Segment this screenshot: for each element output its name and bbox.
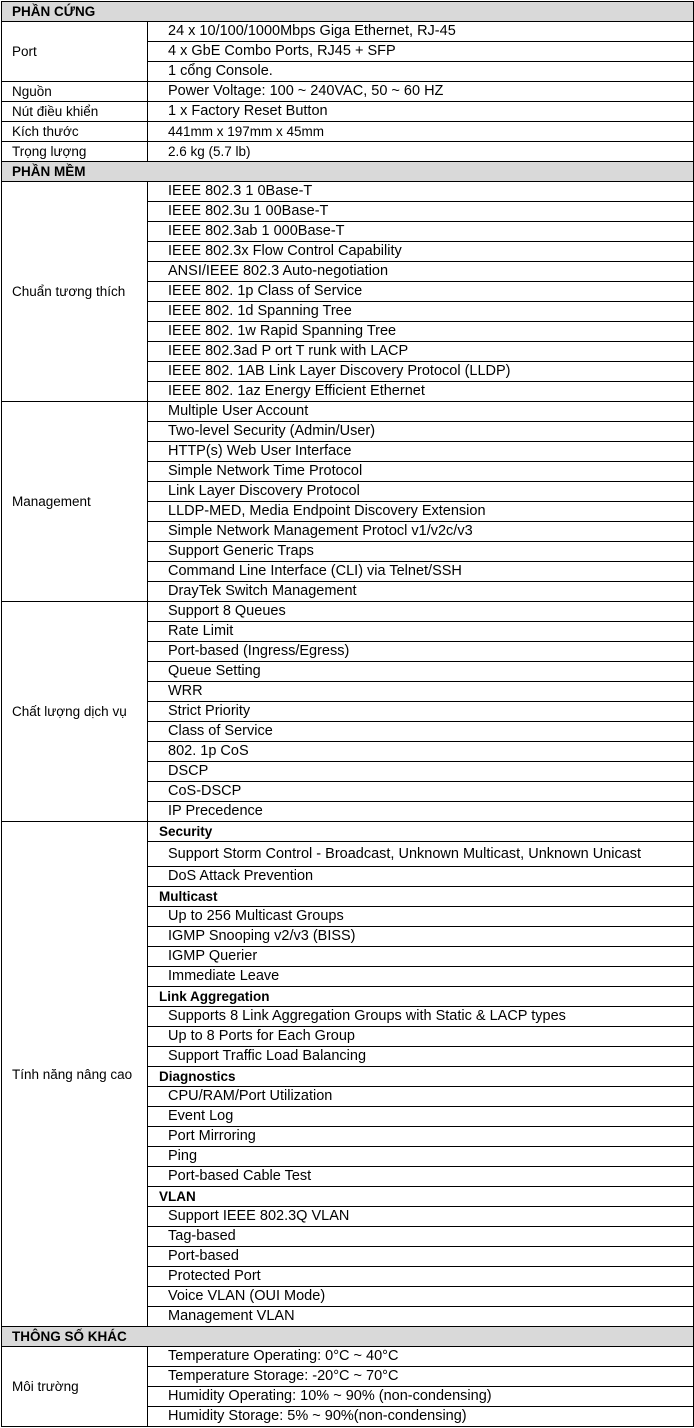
value-multicast: IGMP Querier — [148, 947, 694, 967]
value-link-aggregation: Supports 8 Link Aggregation Groups with Static & LACP types — [148, 1007, 694, 1027]
value-port: 4 x GbE Combo Ports, RJ45 + SFP — [148, 42, 694, 62]
value-management: LLDP-MED, Media Endpoint Discovery Extension — [148, 502, 694, 522]
value-management: Multiple User Account — [148, 402, 694, 422]
subheader-link-aggregation: Link Aggregation — [148, 987, 694, 1007]
value-diagnostics: Port-based Cable Test — [148, 1167, 694, 1187]
value-qos: IP Precedence — [148, 802, 694, 822]
value-standard: IEEE 802.3x Flow Control Capability — [148, 242, 694, 262]
value-management: Command Line Interface (CLI) via Telnet/SSH — [148, 562, 694, 582]
value-standard: IEEE 802. 1az Energy Efficient Ethernet — [148, 382, 694, 402]
value-management: DrayTek Switch Management — [148, 582, 694, 602]
spec-row-power — [2, 82, 694, 102]
spec-row-standards — [2, 182, 694, 202]
subheader-multicast: Multicast — [148, 887, 694, 907]
value-port: 1 cổng Console. — [148, 62, 694, 82]
value-standard: IEEE 802. 1p Class of Service — [148, 282, 694, 302]
value-weight: 2.6 kg (5.7 lb) — [148, 142, 694, 162]
spec-row-size — [2, 122, 694, 142]
value-multicast: IGMP Snooping v2/v3 (BISS) — [148, 927, 694, 947]
value-link-aggregation: Support Traffic Load Balancing — [148, 1047, 694, 1067]
value-vlan: Tag-based — [148, 1227, 694, 1247]
value-environment: Humidity Storage: 5% ~ 90%(non-condensing) — [148, 1407, 694, 1427]
value-diagnostics: Ping — [148, 1147, 694, 1167]
spec-row-port — [2, 22, 694, 42]
value-management: HTTP(s) Web User Interface — [148, 442, 694, 462]
value-qos: Class of Service — [148, 722, 694, 742]
label-weight: Trọng lượng — [2, 142, 148, 162]
section-row-other — [2, 1327, 694, 1347]
value-standard: IEEE 802.3 1 0Base-T — [148, 182, 694, 202]
value-management: Simple Network Time Protocol — [148, 462, 694, 482]
label-advanced: Tính năng nâng cao — [2, 822, 148, 1327]
value-management: Simple Network Management Protocl v1/v2c/v3 — [148, 522, 694, 542]
value-vlan: Management VLAN — [148, 1307, 694, 1327]
section-header-other: THÔNG SỐ KHÁC — [2, 1327, 694, 1347]
value-multicast: Up to 256 Multicast Groups — [148, 907, 694, 927]
subheader-security: Security — [148, 822, 694, 842]
value-vlan: Port-based — [148, 1247, 694, 1267]
value-qos: DSCP — [148, 762, 694, 782]
label-button: Nút điều khiển — [2, 102, 148, 122]
value-standard: IEEE 802. 1w Rapid Spanning Tree — [148, 322, 694, 342]
value-standard: IEEE 802.3ad P ort T runk with LACP — [148, 342, 694, 362]
spec-row-advanced — [2, 822, 694, 842]
value-standard: IEEE 802. 1d Spanning Tree — [148, 302, 694, 322]
value-qos: Port-based (Ingress/Egress) — [148, 642, 694, 662]
value-qos: CoS-DSCP — [148, 782, 694, 802]
section-row-software — [2, 162, 694, 182]
label-port: Port — [2, 22, 148, 82]
spec-row-qos — [2, 602, 694, 622]
value-size: 441mm x 197mm x 45mm — [148, 122, 694, 142]
value-multicast: Immediate Leave — [148, 967, 694, 987]
value-qos: Strict Priority — [148, 702, 694, 722]
spec-row-management — [2, 402, 694, 422]
value-management: Two-level Security (Admin/User) — [148, 422, 694, 442]
value-environment: Temperature Storage: -20°C ~ 70°C — [148, 1367, 694, 1387]
value-qos: Support 8 Queues — [148, 602, 694, 622]
spec-row-weight — [2, 142, 694, 162]
label-standards: Chuẩn tương thích — [2, 182, 148, 402]
value-environment: Temperature Operating: 0°C ~ 40°C — [148, 1347, 694, 1367]
subheader-vlan: VLAN — [148, 1187, 694, 1207]
value-button: 1 x Factory Reset Button — [148, 102, 694, 122]
subheader-diagnostics: Diagnostics — [148, 1067, 694, 1087]
value-environment: Humidity Operating: 10% ~ 90% (non-condensing) — [148, 1387, 694, 1407]
value-vlan: Voice VLAN (OUI Mode) — [148, 1287, 694, 1307]
section-header-software: PHẦN MỀM — [2, 162, 694, 182]
spec-row-button — [2, 102, 694, 122]
value-management: Link Layer Discovery Protocol — [148, 482, 694, 502]
value-standard: IEEE 802.3u 1 00Base-T — [148, 202, 694, 222]
label-environment: Môi trường — [2, 1347, 148, 1427]
value-vlan: Support IEEE 802.3Q VLAN — [148, 1207, 694, 1227]
value-diagnostics: Port Mirroring — [148, 1127, 694, 1147]
value-management: Support Generic Traps — [148, 542, 694, 562]
label-management: Management — [2, 402, 148, 602]
value-security: DoS Attack Prevention — [148, 867, 694, 887]
label-power: Nguồn — [2, 82, 148, 102]
spec-table — [1, 1, 694, 1427]
value-port: 24 x 10/100/1000Mbps Giga Ethernet, RJ-45 — [148, 22, 694, 42]
value-qos: WRR — [148, 682, 694, 702]
value-link-aggregation: Up to 8 Ports for Each Group — [148, 1027, 694, 1047]
spec-row-environment — [2, 1347, 694, 1367]
value-diagnostics: CPU/RAM/Port Utilization — [148, 1087, 694, 1107]
value-diagnostics: Event Log — [148, 1107, 694, 1127]
section-row-hardware — [2, 2, 694, 22]
value-qos: Rate Limit — [148, 622, 694, 642]
value-standard: IEEE 802.3ab 1 000Base-T — [148, 222, 694, 242]
label-qos: Chất lượng dịch vụ — [2, 602, 148, 822]
value-power: Power Voltage: 100 ~ 240VAC, 50 ~ 60 HZ — [148, 82, 694, 102]
label-size: Kích thước — [2, 122, 148, 142]
value-standard: ANSI/IEEE 802.3 Auto-negotiation — [148, 262, 694, 282]
value-security: Support Storm Control - Broadcast, Unknown Multicast, Unknown Unicast — [148, 842, 694, 867]
value-qos: Queue Setting — [148, 662, 694, 682]
section-header-hardware: PHẦN CỨNG — [2, 2, 694, 22]
value-qos: 802. 1p CoS — [148, 742, 694, 762]
value-vlan: Protected Port — [148, 1267, 694, 1287]
value-standard: IEEE 802. 1AB Link Layer Discovery Protocol (LLDP) — [148, 362, 694, 382]
